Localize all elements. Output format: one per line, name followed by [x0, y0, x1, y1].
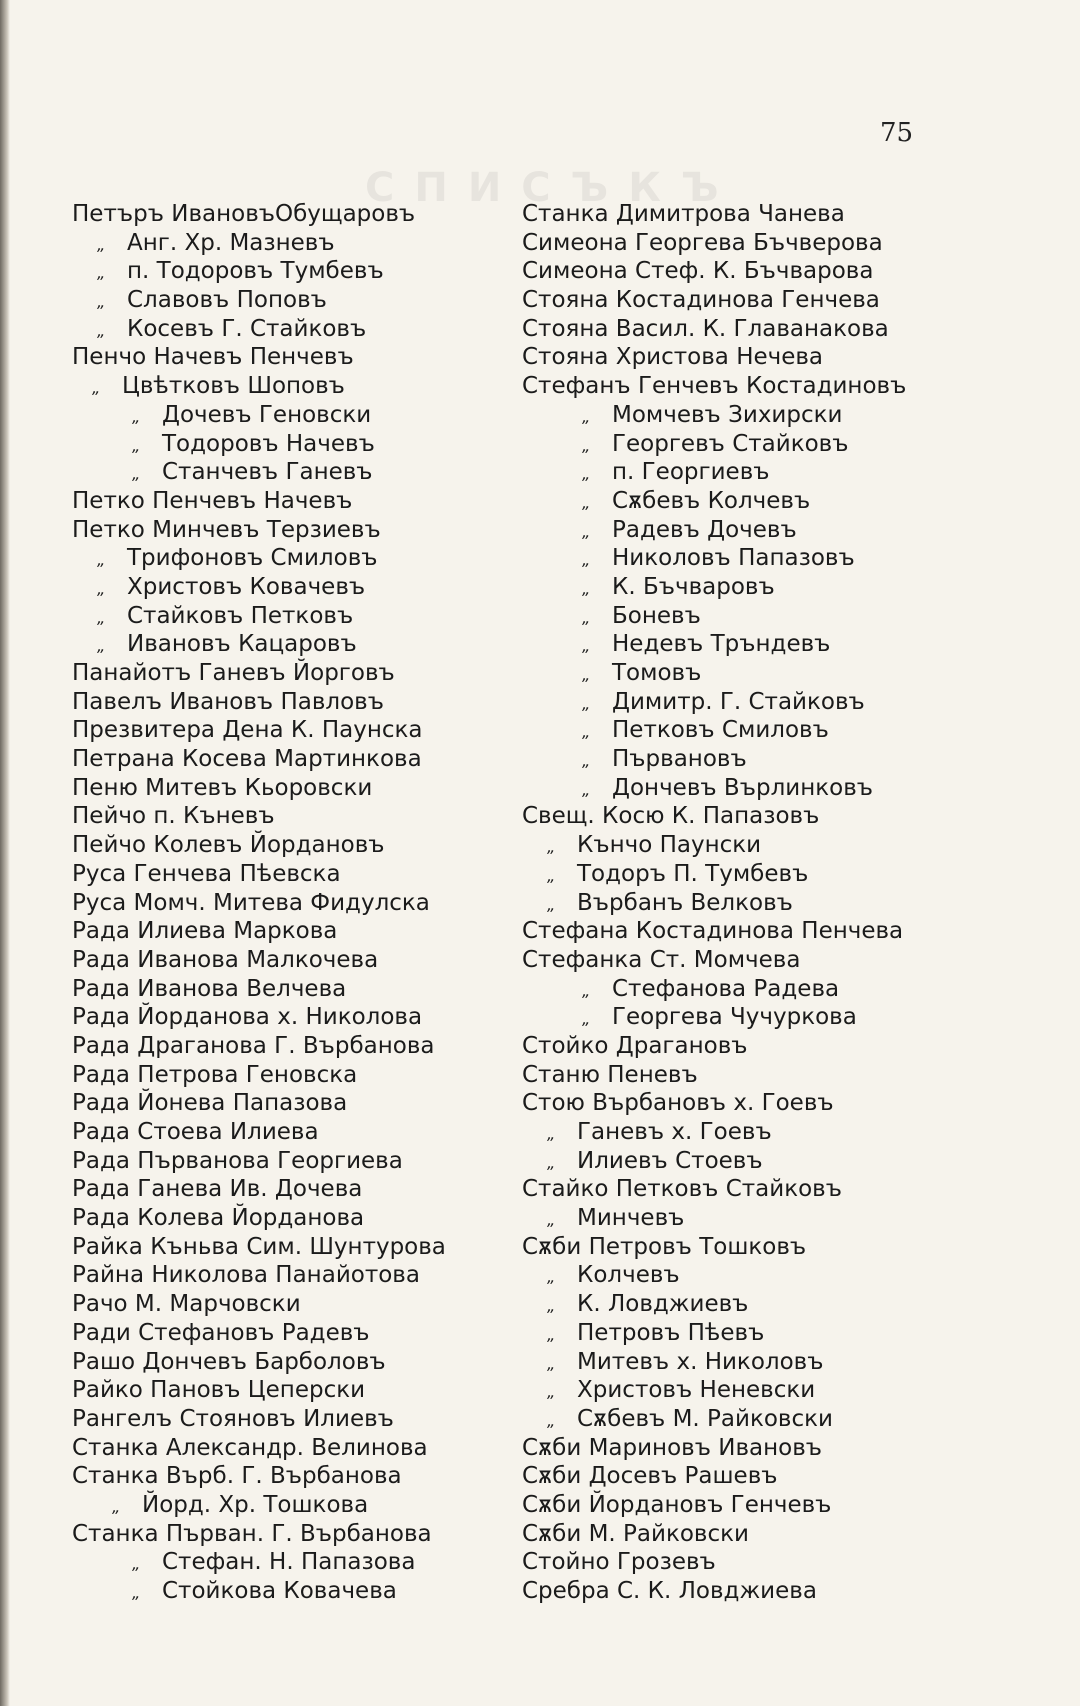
name-entry: [522, 802, 962, 831]
name-entry: „ Стайковъ Петковъ: [97, 602, 354, 629]
name-entry: [72, 1348, 512, 1377]
name-entry: [522, 1577, 962, 1606]
entry-text: Райна Николова Панайотова: [72, 1262, 420, 1289]
name-entry: [522, 229, 962, 258]
name-entry: [72, 343, 512, 372]
name-entry: [522, 372, 962, 401]
entry-text: Димитр. Г. Стайковъ: [612, 688, 865, 715]
name-entry: „ Ганевъ х. Гоевъ: [547, 1119, 772, 1145]
name-entry: [72, 688, 512, 717]
entry-text: Пенчо Начевъ Пенчевъ: [72, 344, 354, 371]
name-entry: „ Тодоровъ Начевъ: [132, 430, 375, 457]
name-entry: [72, 1261, 512, 1290]
name-entry: „ К. Ловджиевъ: [547, 1291, 749, 1318]
name-entry: [522, 257, 962, 286]
name-entry: [72, 889, 512, 918]
name-entry: „ Минчевъ: [547, 1205, 685, 1232]
name-entry: [522, 1032, 962, 1061]
name-entry: [72, 1003, 512, 1032]
entry-text: Георгева Чучуркова: [612, 1004, 857, 1031]
name-entry: [72, 1032, 512, 1061]
name-entry: „ К. Бъчваровъ: [582, 573, 775, 600]
entry-text: Кънчо Паунски: [577, 832, 762, 859]
entry-text: Петрана Косева Мартинкова: [72, 746, 422, 773]
name-entry: [522, 1434, 962, 1463]
name-entry: [522, 315, 962, 344]
entry-text: Радевъ Дочевъ: [612, 516, 797, 543]
entry-text: Сребра С. К. Ловджиева: [522, 1578, 817, 1604]
entry-text: Стою Върбановъ х. Гоевъ: [522, 1090, 834, 1117]
entry-text: Станчевъ Ганевъ: [162, 459, 373, 486]
name-entry: [522, 946, 962, 975]
entry-text: Петъръ ИвановъОбущаровъ: [72, 201, 416, 227]
name-entry: [72, 917, 512, 946]
entry-text: Първановъ: [612, 746, 747, 773]
name-entry: [72, 659, 512, 688]
entry-text: Анг. Хр. Мазневъ: [127, 229, 335, 256]
name-entry: „ Боневъ: [582, 602, 701, 629]
book-spine-edge: [0, 0, 10, 1706]
name-entry: „ Николовъ Папазовъ: [582, 545, 855, 572]
name-entry: „ Стефанова Радева: [582, 975, 840, 1002]
name-entry: „ Георгева Чучуркова: [582, 1004, 857, 1031]
name-entry: „ Томовъ: [582, 660, 702, 686]
name-entry: [72, 1434, 512, 1463]
entry-text: Рада Колева Йорданова: [72, 1205, 365, 1232]
entry-text: Цвѣтковъ Шоповъ: [122, 373, 345, 400]
entry-text: Петровъ Пѣевъ: [577, 1319, 765, 1346]
entry-text: Стойно Грозевъ: [522, 1549, 716, 1576]
entry-text: Стояна Васил. К. Главанакова: [522, 315, 889, 342]
entry-text: Стефанка Ст. Момчева: [522, 946, 801, 973]
entry-text: Рашо Дончевъ Барболовъ: [72, 1348, 386, 1375]
name-entry: [72, 716, 512, 745]
entry-text: Томовъ: [612, 660, 702, 686]
entry-text: Косевъ Г. Стайковъ: [127, 315, 367, 342]
entry-text: Рада Илиева Маркова: [72, 918, 338, 945]
entry-text: Рада Първанова Георгиева: [72, 1147, 403, 1174]
name-entry: [72, 1520, 512, 1549]
name-entry: „ Кънчо Паунски: [547, 832, 762, 859]
entry-text: Рада Йорданова х. Николова: [72, 1004, 423, 1031]
name-entry: [72, 1147, 512, 1176]
name-entry: [522, 1462, 962, 1491]
entry-text: Рада Ганева Ив. Дочева: [72, 1176, 363, 1203]
page-number: 75: [880, 118, 914, 148]
entry-text: Станю Пеневъ: [522, 1061, 698, 1088]
entry-text: Райка Къньва Сим. Шунтурова: [72, 1233, 446, 1260]
name-entry: [522, 1548, 962, 1577]
name-entry: [522, 1089, 962, 1118]
name-entry: [522, 1233, 962, 1262]
name-entry: [72, 1290, 512, 1319]
name-entry: [72, 975, 512, 1004]
name-entry: „ Славовъ Поповъ: [97, 287, 327, 314]
name-entry: „ Йорд. Хр. Тошкова: [112, 1491, 369, 1518]
entry-text: Рангелъ Стояновъ Илиевъ: [72, 1405, 394, 1432]
entry-text: Илиевъ Стоевъ: [577, 1147, 763, 1174]
name-entry: „ Христовъ Ковачевъ: [97, 573, 366, 600]
name-entry: „ Тодоръ П. Тумбевъ: [547, 860, 809, 887]
name-entry: [72, 1462, 512, 1491]
name-entry: [72, 487, 512, 516]
entry-text: Пейчо п. Къневъ: [72, 803, 275, 830]
name-entry: „ Стойкова Ковачева: [132, 1578, 397, 1604]
entry-text: Райко Пановъ Цеперски: [72, 1377, 366, 1404]
name-entry: „ Колчевъ: [547, 1262, 680, 1289]
entry-text: Тодоръ П. Тумбевъ: [577, 860, 809, 887]
name-entry: „ Стефан. Н. Папазова: [132, 1549, 416, 1576]
entry-text: К. Ловджиевъ: [577, 1291, 749, 1318]
entry-text: Сѫби М. Райковски: [522, 1520, 749, 1547]
entry-text: Петко Минчевъ Терзиевъ: [72, 516, 381, 543]
entry-text: Рачо М. Марчовски: [72, 1291, 301, 1318]
name-entry: „ Ивановъ Кацаровъ: [97, 631, 357, 658]
entry-text: Сѫби Петровъ Тошковъ: [522, 1233, 807, 1260]
name-entry: „ Петровъ Пѣевъ: [547, 1319, 765, 1346]
entry-text: Станка Александр. Велинова: [72, 1434, 428, 1461]
entry-text: Станка Първан. Г. Върбанова: [72, 1520, 432, 1547]
name-entry: [72, 1089, 512, 1118]
entry-text: Рада Драганова Г. Върбанова: [72, 1032, 435, 1059]
entry-text: п. Георгиевъ: [612, 459, 770, 486]
name-entry: „ Върбанъ Велковъ: [547, 889, 793, 916]
name-entry: [72, 831, 512, 860]
name-entry: [72, 946, 512, 975]
entry-text: Върбанъ Велковъ: [577, 889, 793, 916]
name-entry: [522, 1520, 962, 1549]
entry-text: Свещ. Косю К. Папазовъ: [522, 803, 820, 830]
entry-text: Рада Иванова Малкочева: [72, 946, 379, 973]
entry-text: Ивановъ Кацаровъ: [127, 631, 357, 658]
show-through-title: СПИСЪКЪ: [365, 165, 739, 211]
name-entry: „ Дончевъ Върлинковъ: [582, 774, 874, 801]
name-entry: [72, 774, 512, 803]
name-entry: [522, 1061, 962, 1090]
entry-text: Боневъ: [612, 602, 701, 629]
name-entry: „ Радевъ Дочевъ: [582, 516, 797, 543]
entry-text: Георгевъ Стайковъ: [612, 430, 849, 457]
name-entry: „ Станчевъ Ганевъ: [132, 459, 373, 486]
name-entry: „ п. Георгиевъ: [582, 459, 770, 486]
name-entry: „ Христовъ Неневски: [547, 1377, 816, 1404]
entry-text: Трифоновъ Смиловъ: [127, 545, 378, 572]
name-entry: „ Косевъ Г. Стайковъ: [97, 315, 367, 342]
name-entry: „ Митевъ х. Николовъ: [547, 1348, 824, 1375]
entry-text: Стояна Костадинова Генчева: [522, 287, 880, 314]
name-entry: [72, 1233, 512, 1262]
name-entry: [72, 1319, 512, 1348]
entry-text: Сѫбевъ Колчевъ: [612, 487, 811, 514]
name-entry: [72, 1376, 512, 1405]
entry-text: Ганевъ х. Гоевъ: [577, 1119, 772, 1145]
name-entry: „ Трифоновъ Смиловъ: [97, 545, 378, 572]
entry-text: Дончевъ Върлинковъ: [612, 774, 874, 801]
name-entry: [72, 516, 512, 545]
entry-text: Симеона Стеф. К. Бъчварова: [522, 258, 874, 285]
name-entry: [72, 1061, 512, 1090]
name-entry: „ Сѫбевъ Колчевъ: [582, 487, 811, 514]
entry-text: Стайковъ Петковъ: [127, 602, 354, 629]
entry-text: Симеона Георгева Бъчверова: [522, 229, 883, 256]
entry-text: Стефана Костадинова Пенчева: [522, 918, 904, 945]
entry-text: Митевъ х. Николовъ: [577, 1348, 824, 1375]
left-name-column: [72, 200, 512, 1606]
entry-text: Стойкова Ковачева: [162, 1578, 397, 1604]
entry-text: Сѫби Досевъ Рашевъ: [522, 1463, 778, 1490]
name-entry: [72, 745, 512, 774]
entry-text: Стефан. Н. Папазова: [162, 1549, 416, 1576]
entry-text: Сѫбевъ М. Райковски: [577, 1405, 833, 1432]
name-entry: „ Петковъ Смиловъ: [582, 717, 829, 744]
name-entry: „ Цвѣтковъ Шоповъ: [92, 373, 345, 400]
entry-text: Славовъ Поповъ: [127, 287, 327, 314]
name-entry: [522, 1491, 962, 1520]
name-entry: „ Дочевъ Геновски: [132, 401, 372, 428]
name-entry: „ Първановъ: [582, 746, 747, 773]
entry-text: Сѫби Мариновъ Ивановъ: [522, 1434, 823, 1461]
entry-text: Рада Стоева Илиева: [72, 1119, 319, 1145]
name-entry: „ Илиевъ Стоевъ: [547, 1147, 763, 1174]
name-entry: „ Недевъ Тръндевъ: [582, 631, 831, 658]
entry-text: Минчевъ: [577, 1205, 685, 1232]
entry-text: Пейчо Колевъ Йордановъ: [72, 832, 385, 859]
name-entry: „ п. Тодоровъ Тумбевъ: [97, 258, 384, 285]
entry-text: Тодоровъ Начевъ: [162, 430, 375, 457]
entry-text: Недевъ Тръндевъ: [612, 631, 831, 658]
entry-text: Стойко Драгановъ: [522, 1032, 748, 1059]
name-entry: „ Георгевъ Стайковъ: [582, 430, 849, 457]
entry-text: Рада Иванова Велчева: [72, 975, 347, 1002]
entry-text: Панайотъ Ганевъ Йорговъ: [72, 660, 395, 686]
entry-text: Стайко Петковъ Стайковъ: [522, 1176, 842, 1203]
name-entry: „ Димитр. Г. Стайковъ: [582, 688, 865, 715]
entry-text: Павелъ Ивановъ Павловъ: [72, 688, 384, 715]
entry-text: Пеню Митевъ Кьоровски: [72, 774, 373, 801]
entry-text: Николовъ Папазовъ: [612, 545, 855, 572]
entry-text: Руса Момч. Митева Фидулска: [72, 889, 430, 916]
entry-text: Дочевъ Геновски: [162, 401, 372, 428]
entry-text: Стефанъ Генчевъ Костадиновъ: [522, 373, 907, 400]
entry-text: К. Бъчваровъ: [612, 573, 775, 600]
entry-text: Сѫби Йордановъ Генчевъ: [522, 1491, 832, 1518]
entry-text: Христовъ Неневски: [577, 1377, 816, 1404]
entry-text: Станка Върб. Г. Върбанова: [72, 1463, 402, 1490]
entry-text: Петковъ Смиловъ: [612, 717, 829, 744]
entry-text: Рада Йонева Папазова: [72, 1090, 348, 1117]
name-entry: „ Анг. Хр. Мазневъ: [97, 229, 335, 256]
entry-text: Момчевъ Зихирски: [612, 401, 843, 428]
name-entry: [72, 200, 512, 229]
entry-text: Презвитера Дена К. Паунска: [72, 717, 423, 744]
name-entry: [522, 200, 962, 229]
name-entry: [522, 917, 962, 946]
name-entry: [522, 286, 962, 315]
entry-text: Колчевъ: [577, 1262, 680, 1289]
entry-text: Станка Димитрова Чанева: [522, 201, 845, 227]
name-entry: [72, 1175, 512, 1204]
name-entry: „ Момчевъ Зихирски: [582, 401, 843, 428]
entry-text: Христовъ Ковачевъ: [127, 573, 366, 600]
entry-text: Рада Петрова Геновска: [72, 1061, 358, 1088]
name-entry: [72, 860, 512, 889]
entry-text: п. Тодоровъ Тумбевъ: [127, 258, 384, 285]
name-entry: „ Сѫбевъ М. Райковски: [547, 1405, 833, 1432]
name-entry: [72, 1204, 512, 1233]
entry-text: Руса Генчева Пѣевска: [72, 860, 341, 887]
entry-text: Петко Пенчевъ Начевъ: [72, 487, 353, 514]
name-entry: [522, 1175, 962, 1204]
entry-text: Ради Стефановъ Радевъ: [72, 1319, 370, 1346]
name-entry: [72, 1405, 512, 1434]
entry-text: Йорд. Хр. Тошкова: [142, 1491, 369, 1518]
entry-text: Стояна Христова Нечева: [522, 344, 824, 371]
name-entry: [72, 1118, 512, 1147]
entry-text: Стефанова Радева: [612, 975, 840, 1002]
name-entry: [522, 343, 962, 372]
right-name-column: [522, 200, 962, 1606]
name-entry: [72, 802, 512, 831]
